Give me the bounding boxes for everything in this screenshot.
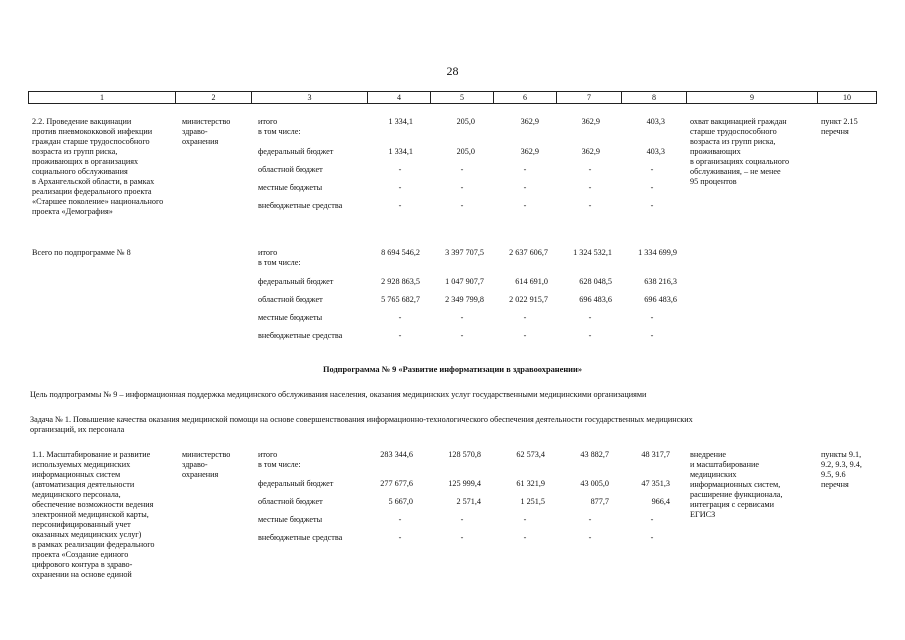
b3-total-col6: 62 573,4	[516, 450, 545, 459]
b1-regional-col8: -	[650, 165, 654, 174]
b2-extra-col8: -	[650, 331, 654, 340]
subprogram-9-goal: Цель подпрограммы № 9 – информационная поддержка медицинского обслуживания населения, оказания медицинских услуг государственными медицинскими организациями	[30, 390, 647, 399]
header-col-5: 5	[431, 92, 494, 103]
b2-row-regional-label: областной бюджет	[258, 295, 323, 304]
header-col-8: 8	[622, 92, 687, 103]
activity-2-2-responsible: министерство здраво- охранения	[182, 117, 231, 146]
header-col-1: 1	[29, 92, 176, 103]
b3-federal-col6: 61 321,9	[516, 479, 545, 488]
b2-row-local-label: местные бюджеты	[258, 313, 323, 322]
b1-federal-col8: 403,3	[646, 147, 665, 156]
b2-extra-col5: -	[460, 331, 464, 340]
b1-federal-col7: 362,9	[581, 147, 600, 156]
b3-regional-col4: 5 667,0	[388, 497, 413, 506]
b2-extra-col6: -	[523, 331, 527, 340]
b3-local-col6: -	[523, 515, 527, 524]
table-header	[28, 91, 877, 104]
b1-total-col5: 205,0	[456, 117, 475, 126]
header-col-6: 6	[494, 92, 557, 103]
b1-regional-col4: -	[398, 165, 402, 174]
b3-extra-col7: -	[588, 533, 592, 542]
b1-row-local-label: местные бюджеты	[258, 183, 323, 192]
b3-federal-col7: 43 005,0	[580, 479, 609, 488]
b3-extra-col8: -	[650, 533, 654, 542]
b2-federal-col4: 2 928 863,5	[381, 277, 420, 286]
b2-regional-col6: 2 022 915,7	[509, 295, 548, 304]
b1-federal-col5: 205,0	[456, 147, 475, 156]
b3-local-col8: -	[650, 515, 654, 524]
header-col-10: 10	[843, 93, 851, 102]
b1-regional-col6: -	[523, 165, 527, 174]
b1-extra-col4: -	[398, 201, 402, 210]
b1-local-col6: -	[523, 183, 527, 192]
b2-extra-col7: -	[588, 331, 592, 340]
header-col-3: 3	[252, 92, 368, 103]
activity-1-1-ref: пункты 9.1, 9.2, 9.3, 9.4, 9.5, 9.6 перечня	[821, 450, 862, 489]
b2-total-col7: 1 324 532,1	[573, 248, 612, 257]
b1-extra-col8: -	[650, 201, 654, 210]
b1-row-extra-label: внебюджетные средства	[258, 201, 343, 210]
b3-regional-col6: 1 251,5	[520, 497, 545, 506]
header-col-2: 2	[176, 92, 252, 103]
b3-extra-col4: -	[398, 533, 402, 542]
b3-row-total-label: итого в том числе:	[258, 450, 301, 469]
b2-row-total-label: итого в том числе:	[258, 248, 301, 267]
b2-row-extra-label: внебюджетные средства	[258, 331, 343, 340]
b3-row-federal-label: федеральный бюджет	[258, 479, 334, 488]
b2-regional-col7: 696 483,6	[579, 295, 612, 304]
b1-extra-col5: -	[460, 201, 464, 210]
b2-federal-col6: 614 691,0	[515, 277, 548, 286]
b2-local-col7: -	[588, 313, 592, 322]
b1-row-regional-label: областной бюджет	[258, 165, 323, 174]
b2-row-federal-label: федеральный бюджет	[258, 277, 334, 286]
b1-extra-col7: -	[588, 201, 592, 210]
b3-total-col8: 48 317,7	[641, 450, 670, 459]
b3-regional-col5: 2 571,4	[456, 497, 481, 506]
b1-total-col4: 1 334,1	[388, 117, 413, 126]
b1-regional-col5: -	[460, 165, 464, 174]
b3-extra-col5: -	[460, 533, 464, 542]
b2-local-col4: -	[398, 313, 402, 322]
b2-local-col8: -	[650, 313, 654, 322]
b2-federal-col7: 628 048,5	[579, 277, 612, 286]
b3-federal-col5: 125 999,4	[448, 479, 481, 488]
b1-federal-col4: 1 334,1	[388, 147, 413, 156]
b1-local-col4: -	[398, 183, 402, 192]
subprogram-9-task-1: Задача № 1. Повышение качества оказания медицинской помощи на основе совершенствования информационно-технологического обеспечения деятельности государственных медицинских организаций, их персонала	[30, 415, 693, 434]
activity-1-1-responsible: министерство здраво- охранения	[182, 450, 231, 479]
header-col-9: 9	[687, 92, 818, 103]
activity-2-2-name: 2.2. Проведение вакцинации против пневмококковой инфекции граждан старше трудоспособного возраста из групп риска, проживающих в организациях социального обслуживания в Архангельской области, в рамках реализации федерального проекта «Старшее поколение» национального проекта «Демография»	[32, 117, 164, 216]
b1-local-col7: -	[588, 183, 592, 192]
b2-extra-col4: -	[398, 331, 402, 340]
b1-local-col5: -	[460, 183, 464, 192]
b3-row-extra-label: внебюджетные средства	[258, 533, 343, 542]
b2-regional-col5: 2 349 799,8	[445, 295, 484, 304]
header-col-4: 4	[368, 92, 431, 103]
b3-regional-col8: 966,4	[651, 497, 670, 506]
b1-federal-col6: 362,9	[520, 147, 539, 156]
b2-federal-col5: 1 047 907,7	[445, 277, 484, 286]
b3-total-col7: 43 882,7	[580, 450, 609, 459]
header-col-7: 7	[557, 92, 622, 103]
b1-row-total-label: итого в том числе:	[258, 117, 301, 136]
b1-row-federal-label: федеральный бюджет	[258, 147, 334, 156]
activity-1-1-name: 1.1. Масштабирование и развитие используемых медицинских информационных систем (автоматизация деятельности медицинского персонала, обеспечение возможности ведения электронной медицинской карты, персонифицированный учет оказанных медицинских услуг) в рамках реализации федерального проекта «Создание единого цифрового контура в здраво- охранении на основе единой	[32, 450, 155, 579]
page-number: 28	[446, 64, 459, 78]
b1-total-col7: 362,9	[581, 117, 600, 126]
b3-extra-col6: -	[523, 533, 527, 542]
b2-regional-col4: 5 765 682,7	[381, 295, 420, 304]
b2-federal-col8: 638 216,3	[644, 277, 677, 286]
b2-regional-col8: 696 483,6	[644, 295, 677, 304]
b2-local-col5: -	[460, 313, 464, 322]
activity-1-1-result: внедрение и масштабирование медицинских информационных систем, расширение функционала, интеграция с сервисами ЕГИСЗ	[690, 450, 783, 519]
b2-total-col4: 8 694 546,2	[381, 248, 420, 257]
b1-extra-col6: -	[523, 201, 527, 210]
b3-row-local-label: местные бюджеты	[258, 515, 323, 524]
b3-local-col4: -	[398, 515, 402, 524]
activity-2-2-ref: пункт 2.15 перечня	[821, 117, 858, 136]
subprogram-8-total-name: Всего по подпрограмме № 8	[32, 248, 131, 257]
b2-total-col6: 2 637 606,7	[509, 248, 548, 257]
b1-total-col8: 403,3	[646, 117, 665, 126]
b1-local-col8: -	[650, 183, 654, 192]
b1-total-col6: 362,9	[520, 117, 539, 126]
b3-local-col5: -	[460, 515, 464, 524]
b2-local-col6: -	[523, 313, 527, 322]
b3-total-col4: 283 344,6	[380, 450, 413, 459]
subprogram-9-title: Подпрограмма № 9 «Развитие информатизации в здравоохранении»	[322, 365, 583, 374]
b3-local-col7: -	[588, 515, 592, 524]
b2-total-col8: 1 334 699,9	[638, 248, 677, 257]
b3-federal-col4: 277 677,6	[380, 479, 413, 488]
b2-total-col5: 3 397 707,5	[445, 248, 484, 257]
activity-2-2-result: охват вакцинацией граждан старше трудоспособного возраста из групп риска, проживающих в организациях социального обслуживания, – не менее 95 процентов	[690, 117, 790, 186]
b3-total-col5: 128 570,8	[448, 450, 481, 459]
b3-federal-col8: 47 351,3	[641, 479, 670, 488]
b3-row-regional-label: областной бюджет	[258, 497, 323, 506]
b1-regional-col7: -	[588, 165, 592, 174]
b3-regional-col7: 877,7	[590, 497, 609, 506]
